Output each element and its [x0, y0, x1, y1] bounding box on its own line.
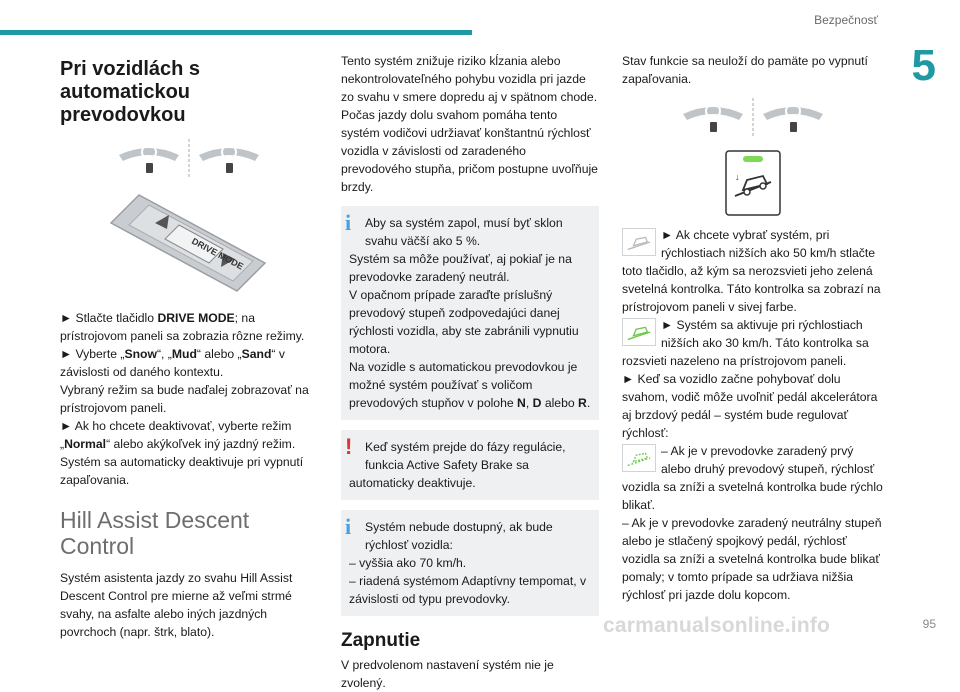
- info-text-rest: – vyššia ako 70 km/h. – riadená systémom Adaptívny tempomat, v závislosti od typu prevodovky.: [349, 556, 587, 606]
- info-text-first: Systém nebude dostupný, ak bude rýchlosť vozidla:: [365, 520, 553, 552]
- page-number: 95: [922, 617, 936, 631]
- paragraph-select-mode: [60, 345, 318, 381]
- hill-descent-grey-lamp-icon: [622, 228, 656, 256]
- text-span: Stlačte tlačidlo: [72, 311, 158, 325]
- column-3: [622, 52, 884, 604]
- info-box-unavailable: [341, 510, 599, 616]
- text-span: ► Ak ho chcete deaktivovať, vyberte režim „: [60, 419, 292, 451]
- watermark: carmanualsonline.info: [603, 614, 831, 637]
- paragraph-system-description: Tento systém znižuje riziko kĺzania alebo nekontrolovateľného pohybu vozidla pri jazde zo svahu v smere dopredu aj v spätnom chode. Počas jazdy dolu svahom pomáha tento systém vodičovi udržiavať konštantnú rýchlosť vozidla v závislosti od zaradeného prevodového stupňa, pričom postupne uvoľňuje brzdy.: [341, 54, 598, 194]
- paragraph-drive-mode: [60, 309, 318, 345]
- text-span: “ alebo akýkoľvek iný jazdný režim.: [106, 437, 296, 451]
- heading-activation: Zapnutie: [341, 630, 421, 651]
- text-span: .: [586, 396, 591, 410]
- drive-mode-label: DRIVE MODE: [190, 235, 246, 272]
- text-bold-normal: Normal: [64, 437, 107, 451]
- paragraph-neutral-gear: – Ak je v prevodovke zaradený neutrálny stupeň alebo je stlačený spojkový pedál, rýchlosť vozidla sa zníži a svetelná kontrolka bude blikať pomaly; v tomto prípade sa udržiava nižšia rýchlosť pri jazde dolu kopcom.: [622, 516, 882, 602]
- text-bold-drive-mode: DRIVE MODE: [157, 311, 235, 325]
- header-accent-bar: [0, 30, 472, 35]
- text-bold-mud: Mud: [171, 347, 197, 361]
- text-span: ; na prístrojovom paneli sa zobrazia rôzne režimy.: [60, 311, 305, 343]
- info-icon: i: [345, 210, 352, 235]
- chapter-number: 5: [911, 41, 936, 90]
- text-bold-snow: Snow: [124, 347, 157, 361]
- warning-box-active-safety-brake: [341, 430, 599, 500]
- text-span: alebo: [541, 396, 579, 410]
- text-span: ► Vyberte „: [60, 347, 125, 361]
- text-span: ,: [525, 396, 533, 410]
- column-2: [341, 52, 599, 692]
- drive-mode-button-illustration: [109, 191, 269, 295]
- paragraph-system-activates: [622, 316, 884, 370]
- hill-descent-blinking-lamp-icon: [622, 444, 656, 472]
- text-bold-d: D: [532, 396, 542, 410]
- info-box-slope: [341, 206, 599, 420]
- paragraph-mode-display: Vybraný režim sa bude naďalej zobrazovať na prístrojovom paneli.: [60, 383, 309, 415]
- text-span: “ alebo „: [196, 347, 242, 361]
- text-bold-sand: Sand: [241, 347, 272, 361]
- warning-text-rest: automaticky deaktivuje.: [349, 476, 476, 490]
- paragraph-hill-assist-intro: Systém asistenta jazdy zo svahu Hill Assist Descent Control pre mierne až veľmi strmé svahy, na asfalte alebo iných jazdných povrchoch (napr. štrk, blato).: [60, 571, 293, 639]
- info-text-gear-positions: [349, 358, 591, 412]
- text-span: ► Systém sa aktivuje pri rýchlostiach nižších ako 30 km/h. Táto kontrolka sa rozsvieti nazeleno na prístrojovom paneli.: [622, 318, 869, 368]
- heading-hill-assist: Hill Assist Descent Control: [60, 507, 250, 559]
- text-bold-r: R: [578, 396, 587, 410]
- bullet-arrow: ►: [60, 311, 73, 325]
- info-text-first: Aby sa systém zapol, musí byť sklon svahu väčší ako 5 %.: [365, 216, 563, 248]
- paragraph-deactivate: [60, 417, 318, 453]
- header-section-title: Bezpečnosť: [814, 13, 878, 27]
- paragraph-select-system: [622, 226, 884, 316]
- hill-descent-button-illustration: [725, 150, 781, 216]
- heading-automatic-gearbox: Pri vozidlách s automatickou prevodovkou: [60, 58, 201, 126]
- paragraph-default-state: V predvolenom nastavení systém nie je zvolený.: [341, 658, 554, 690]
- paragraph-auto-deactivate: Systém sa automaticky deaktivuje pri vypnutí zapaľovania.: [60, 455, 304, 487]
- hill-descent-green-lamp-icon: [622, 318, 656, 346]
- steering-wheel-illustration: [673, 96, 833, 140]
- text-bold-n: N: [517, 396, 526, 410]
- svg-text:↓: ↓: [735, 172, 740, 182]
- text-span: – Ak je v prevodovke zaradený prvý alebo druhý prevodový stupeň, rýchlosť vozidla sa zníži a svetelná kontrolka bude rýchlo blikať.: [622, 444, 883, 512]
- warning-icon: !: [345, 434, 353, 459]
- text-span: “ v závislosti od daného kontextu.: [60, 347, 285, 379]
- text-span: Na vozidle s automatickou prevodovkou je možné systém používať s voličom prevodových stupňov v polohe: [349, 360, 578, 410]
- text-span: ► Ak chcete vybrať systém, pri rýchlostiach nižších ako 50 km/h stlačte toto tlačidlo, až kým sa nerozsvieti jeho zelená svetelná kontrolka. Táto kontrolka sa zobrazí na prístrojovom paneli v sivej farbe.: [622, 228, 881, 314]
- column-1: [60, 52, 318, 641]
- paragraph-first-second-gear: [622, 442, 884, 514]
- paragraph-regulation: ► Keď sa vozidlo začne pohybovať dolu svahom, vodič môže uvoľniť pedál akcelerátora aj brzdový pedál – systém bude regulovať rýchlosť:: [622, 372, 878, 440]
- info-text-rest: Systém sa môže používať, aj pokiaľ je na prevodovke zaradený neutrál. V opačnom prípade zaraďte príslušný prevodový stupeň zodpovedajúci danej rýchlosti vozidla, aby ste zabránili vypnutiu motora.: [349, 252, 579, 356]
- text-span: “, „: [156, 347, 172, 361]
- info-icon: i: [345, 514, 352, 539]
- warning-text-first: Keď systém prejde do fázy regulácie, funkcia Active Safety Brake sa: [365, 440, 566, 472]
- steering-wheel-illustration: [109, 137, 269, 181]
- paragraph-state-memory: Stav funkcie sa neuloží do pamäte po vypnutí zapaľovania.: [622, 54, 868, 86]
